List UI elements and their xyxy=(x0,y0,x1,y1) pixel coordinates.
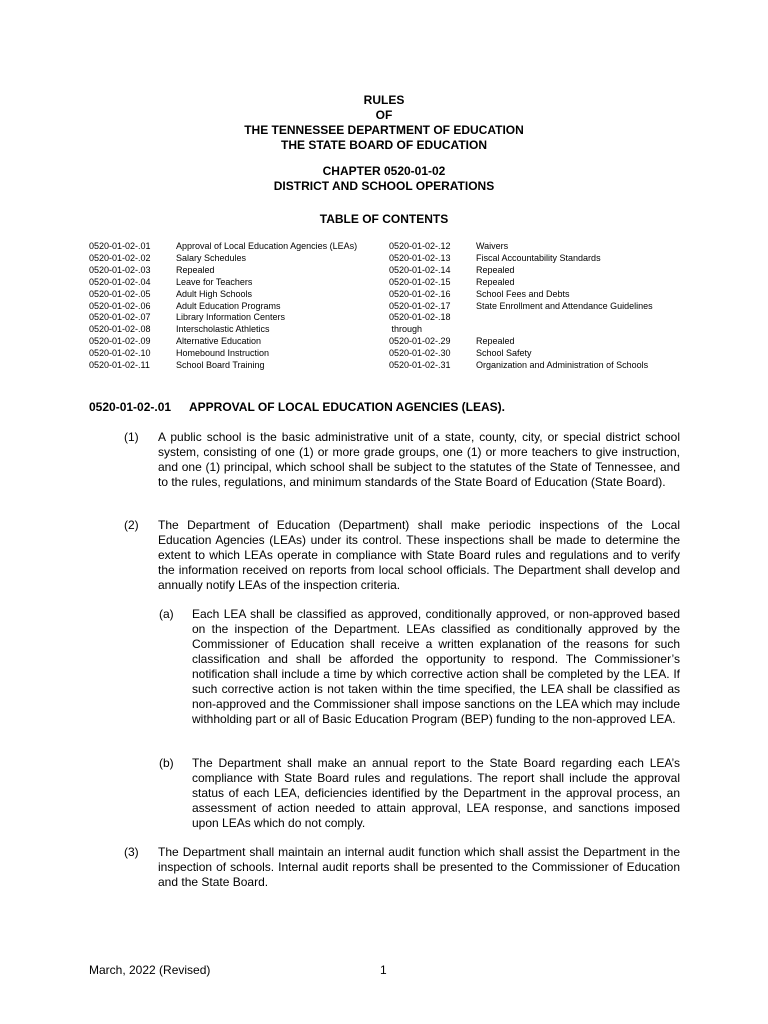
paragraph-text: A public school is the basic administrative unit of a state, county, city, or special district school system, consisting of one (1) or more grade groups, one (1) or more teachers to give instruction, and one (1) principal, which school shall be subject to the statutes of the State of Tennessee, and to the rules, regulations, and minimum standards of the State Board of Education (State Board). xyxy=(158,430,680,489)
toc-entry-number: 0520-01-02-.18 xyxy=(389,312,451,323)
toc-entry-title: Approval of Local Education Agencies (LEAs) xyxy=(176,241,358,251)
toc-entry-title: Repealed xyxy=(476,336,515,347)
paragraph-3 xyxy=(124,845,680,890)
toc-entry xyxy=(89,348,379,360)
toc-entry-title: Leave for Teachers xyxy=(176,276,253,287)
toc-entry xyxy=(389,301,689,313)
toc-entry-title: Adult High Schools xyxy=(176,288,253,299)
toc-entry xyxy=(389,336,689,348)
toc-entry-title: Adult Education Programs xyxy=(176,300,281,311)
toc-heading: TABLE OF CONTENTS xyxy=(319,212,449,226)
toc-right-column xyxy=(389,241,689,372)
document-header xyxy=(0,93,768,194)
toc-entry-number: 0520-01-02-.15 xyxy=(389,276,451,287)
toc-entry-title: School Safety xyxy=(476,348,532,359)
toc-entry-title: Salary Schedules xyxy=(176,252,247,263)
subparagraph-label: (b) xyxy=(159,756,174,770)
toc-entry-number: 0520-01-02-.31 xyxy=(389,360,451,371)
section-number: 0520-01-02-.01 xyxy=(89,400,172,414)
toc-entry xyxy=(89,277,379,289)
toc-entry-title: Repealed xyxy=(476,276,515,287)
paragraph-text: The Department of Education (Department) shall make periodic inspections of the Local Education Agencies (LEAs) under its control. These inspections shall be made to determine the extent to which LEAs operate in compliance with State Board rules and regulations and to verify the information received on reports from local school officials. The Department shall develop and annually notify LEAs of the inspection criteria. xyxy=(158,518,680,592)
toc-entry-number: 0520-01-02-.04 xyxy=(89,276,151,287)
toc-entry-number: 0520-01-02-.02 xyxy=(89,252,151,263)
toc-entry xyxy=(389,289,689,301)
paragraph-2 xyxy=(124,518,680,593)
paragraph-label: (1) xyxy=(124,430,139,444)
toc-entry-title: Homebound Instruction xyxy=(176,348,270,359)
toc-entry-number: 0520-01-02-.29 xyxy=(389,336,451,347)
paragraph-1 xyxy=(124,430,680,490)
paragraph-label: (2) xyxy=(124,518,139,532)
toc-left-column xyxy=(89,241,379,372)
toc-entry xyxy=(389,265,689,277)
header-line-of: OF xyxy=(375,108,393,122)
toc-entry-number: 0520-01-02-.10 xyxy=(89,348,151,359)
subparagraph-text: Each LEA shall be classified as approved, conditionally approved, or non-approved based on the inspection of the Department. LEAs classified as conditionally approved by the Commissioner of Education shall receive a written explanation of the reasons for such classification and shall be afforded the opportunity to respond. The Commissioner’s notification shall include a time by which corrective action shall be completed by the LEA. If such corrective action is not taken within the time specified, the LEA shall be classified as non-approved and the Commissioner shall impose sanctions on the LEA which may include withholding part or all of Basic Education Program (BEP) funding to the non-approved LEA. xyxy=(192,607,680,726)
paragraph-text: The Department shall maintain an internal audit function which shall assist the Department in the inspection of schools. Internal audit reports shall be presented to the Commissioner of Education and the State Board. xyxy=(158,845,680,889)
toc-entry-number: 0520-01-02-.11 xyxy=(89,360,150,371)
toc-entry xyxy=(89,241,379,253)
toc-entry xyxy=(89,360,379,372)
toc-entry-number: 0520-01-02-.06 xyxy=(89,300,151,311)
toc-entry xyxy=(389,324,689,336)
toc-entry xyxy=(89,324,379,336)
toc-entry xyxy=(89,253,379,265)
toc-entry xyxy=(389,253,689,265)
toc-entry-number: 0520-01-02-.01 xyxy=(89,241,151,251)
toc-entry xyxy=(89,301,379,313)
toc-entry-title: Interscholastic Athletics xyxy=(176,324,270,335)
header-line-rules: RULES xyxy=(363,93,405,107)
toc-entry xyxy=(389,277,689,289)
toc-entry-number: 0520-01-02-.05 xyxy=(89,288,151,299)
toc-entry-title: Library Information Centers xyxy=(176,312,286,323)
toc-entry-title: Organization and Administration of Schools xyxy=(476,360,649,371)
toc-entry-title: Waivers xyxy=(476,241,509,251)
toc-entry-title: Repealed xyxy=(476,264,515,275)
toc-entry-number: 0520-01-02-.09 xyxy=(89,336,151,347)
page-number: 1 xyxy=(380,963,387,977)
subparagraph-label: (a) xyxy=(159,607,174,621)
toc-entry-title xyxy=(476,312,689,324)
toc-entry xyxy=(89,289,379,301)
toc-entry-title: State Enrollment and Attendance Guidelines xyxy=(476,300,653,311)
toc-entry-title xyxy=(476,324,689,336)
paragraph-label: (3) xyxy=(124,845,139,859)
toc-entry-number: 0520-01-02-.08 xyxy=(89,324,151,335)
subparagraph-b xyxy=(159,756,680,831)
toc-entry xyxy=(389,360,689,372)
toc-entry-title: Repealed xyxy=(176,264,215,275)
toc-entry xyxy=(389,241,689,253)
toc-entry-number: 0520-01-02-.16 xyxy=(389,288,451,299)
toc-entry xyxy=(89,265,379,277)
header-line-board: THE STATE BOARD OF EDUCATION xyxy=(281,138,487,152)
subparagraph-text: The Department shall make an annual report to the State Board regarding each LEA’s compliance with State Board rules and regulations. The report shall include the approval status of each LEA, deficiencies identified by the Department in the approval process, an assessment of action needed to attain approval, LEA response, and sanctions imposed upon LEAs which do not comply. xyxy=(192,756,680,830)
toc-entry-number: 0520-01-02-.30 xyxy=(389,348,451,359)
toc-entry xyxy=(389,312,689,324)
toc-entry-number: 0520-01-02-.12 xyxy=(389,241,451,251)
toc-entry-number: through xyxy=(389,324,423,335)
toc-entry-number: 0520-01-02-.17 xyxy=(389,300,451,311)
toc-entry-number: 0520-01-02-.14 xyxy=(389,264,451,275)
toc-entry-title: School Fees and Debts xyxy=(476,288,570,299)
chapter-title: DISTRICT AND SCHOOL OPERATIONS xyxy=(273,179,495,193)
toc-entry xyxy=(89,312,379,324)
toc-entry-number: 0520-01-02-.03 xyxy=(89,264,151,275)
toc-entry xyxy=(389,348,689,360)
section-title: APPROVAL OF LOCAL EDUCATION AGENCIES (LEAS). xyxy=(189,400,506,414)
toc-entry-title: Fiscal Accountability Standards xyxy=(476,252,601,263)
footer-date: March, 2022 (Revised) xyxy=(89,963,211,977)
toc-entry xyxy=(89,336,379,348)
chapter-number: CHAPTER 0520-01-02 xyxy=(322,164,446,178)
subparagraph-a xyxy=(159,607,680,727)
toc-entry-title: School Board Training xyxy=(176,360,265,371)
toc-entry-title: Alternative Education xyxy=(176,336,262,347)
toc-entry-number: 0520-01-02-.13 xyxy=(389,252,451,263)
section-heading xyxy=(89,400,505,414)
header-line-department: THE TENNESSEE DEPARTMENT OF EDUCATION xyxy=(244,123,524,137)
toc-entry-number: 0520-01-02-.07 xyxy=(89,312,151,323)
